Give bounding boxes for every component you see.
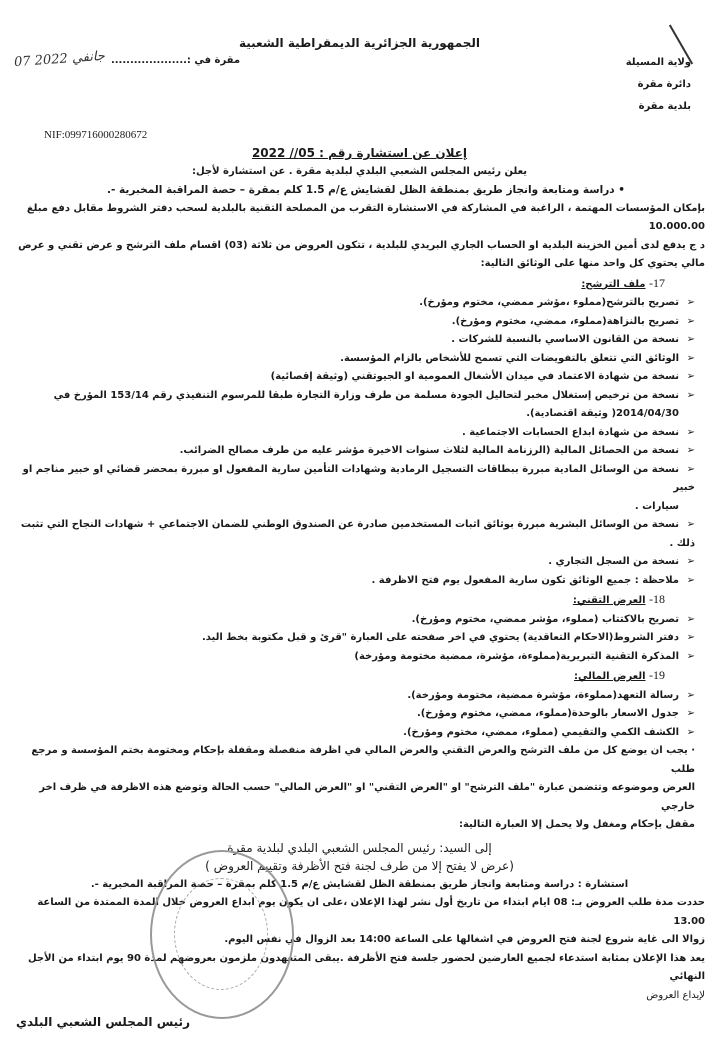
section-17-list bbox=[14, 294, 705, 590]
arrow-bullet-icon: ➢ bbox=[686, 556, 695, 567]
nif-number: NIF:099716000280672 bbox=[44, 129, 148, 141]
project-bullet: • دراسة ومتابعة وانجاز طريق بمنطقة الظل لقشايش ع/م 1.5 كلم بمقرة – حصة المراقبة المخبرية -. bbox=[107, 184, 625, 196]
section-19-list bbox=[14, 687, 705, 743]
section-18-heading: 18- العرض التقني: bbox=[572, 592, 665, 606]
list-item: ➢نسخة من الوسائل البشرية مبررة بوثائق اثبات المستخدمين صادرة عن الصندوق الوطني للضمان الاجتماعي + شهادات النجاح التي تثبت ذلك . bbox=[14, 516, 705, 553]
arrow-bullet-icon: ➢ bbox=[686, 371, 695, 382]
list-item: ➢رسالة التعهد(مملوءة، مؤشرة ممضية، مختومة ومؤرخة). bbox=[14, 687, 705, 706]
arrow-bullet-icon: ➢ bbox=[686, 389, 695, 401]
section-19-heading: 19- العرض المالي: bbox=[574, 668, 665, 682]
signature-title: رئيس المجلس الشعبي البلدي bbox=[16, 1015, 190, 1029]
arrow-bullet-icon: ➢ bbox=[686, 519, 695, 530]
issuer-block bbox=[626, 52, 691, 118]
envelope-address: إلى السيد: رئيس المجلس الشعبي البلدي لبلدية مقرة bbox=[227, 840, 492, 855]
handwritten-date: 07 جانفي 2022 bbox=[13, 48, 106, 71]
envelope-paragraph-line: · يجب ان يوضع كل من ملف الترشح والعرض التقني والعرض المالي في اظرفة منفصلة ومقفلة بإحكام ومختومة بختم المؤسسة و مرجع طلب bbox=[31, 745, 695, 775]
list-item: ➢تصريح بالاكتتاب (مملوء، مؤشر ممضي، مختوم ومؤرخ). bbox=[14, 611, 705, 630]
wilaya: ولاية المسيلة bbox=[625, 57, 691, 68]
consultation-line: استشارة : دراسة ومتابعة وانجاز طريق بمنطقة الظل لقشايش ع/م 1.5 كلم بمقرة – حصة المراقبة المخبرية -. bbox=[90, 878, 629, 890]
closing-line: يعد هذا الإعلان بمثابة استدعاء لجميع العارضين لحضور جلسة فتح الأظرفة .يبقى المتعهدون ملزمون بعروضهم لمدة 90 يوم ابتداء من الأجل النهائي bbox=[27, 952, 705, 982]
arrow-bullet-icon: ➢ bbox=[686, 426, 695, 438]
closing-line: حددت مدة طلب العروض بـ: 08 ايام ابتداء من تاريخ أول نشر لهذا الإعلان ،على ان يكون يوم ابداع العروض خلال المدة الممتدة من الساعة 13.00 bbox=[37, 897, 705, 927]
envelope-note: (عرض لا يفتح إلا من طرف لجنة فتح الأظرفة وتقييم العروض ) bbox=[205, 859, 514, 873]
list-item: ➢الكشف الكمي والتقيمي (مملوء، ممضي، مختوم ومؤرخ). bbox=[14, 724, 705, 743]
arrow-bullet-icon: ➢ bbox=[686, 297, 695, 308]
baladiya: بلدية مقرة bbox=[638, 101, 691, 112]
list-item: ➢نسخة من شهادة الاعتماد في ميدان الأشغال العمومية او الجيوتقني (وثيقة إقصائية) bbox=[14, 368, 705, 387]
section-17-heading: 17- ملف الترشح: bbox=[581, 275, 665, 290]
list-item: ➢ملاحظة : جميع الوثائق تكون سارية المفعول يوم فتح الاظرفة . bbox=[14, 572, 705, 591]
arrow-bullet-icon: ➢ bbox=[686, 650, 695, 662]
place-date-label: مقرة في :.................... bbox=[110, 55, 241, 66]
arrow-bullet-icon: ➢ bbox=[686, 334, 695, 345]
place-date bbox=[13, 48, 241, 71]
arrow-bullet-icon: ➢ bbox=[686, 708, 695, 719]
arrow-bullet-icon: ➢ bbox=[686, 726, 695, 738]
list-item: ➢نسخة من القانون الاساسي بالنسبة للشركات . bbox=[14, 331, 705, 350]
closing-line: لإيداع العروض bbox=[646, 989, 705, 1001]
list-item: ➢نسخة من الوسائل المادية مبررة ببطاقات التسجيل الرمادية وشهادات التأمين سارية المفعول او مبررة بمحضر قضائي او خبير مناجم او خبير bbox=[14, 461, 705, 498]
arrow-bullet-icon: ➢ bbox=[686, 632, 695, 643]
announcement-intro: يعلن رئيس المجلس الشعبي البلدي لبلدية مقرة . عن استشارة لأجل: bbox=[192, 165, 527, 177]
arrow-bullet-icon: ➢ bbox=[686, 613, 695, 625]
daira: دائرة مقرة bbox=[637, 79, 691, 90]
paragraph-line: بإمكان المؤسسات المهتمة ، الراغبة في المشاركة في الاستشارة التقرب من المصلحة التقنية بالبلدية لسحب دفتر الشروط مقابل دفع مبلغ 10.000.00 bbox=[26, 202, 705, 232]
list-item: ➢دفتر الشروط(الاحكام التعاقدية) يحتوي في اخر صفحته على العبارة "قرئ و قبل مكتوبة بخط اليد. bbox=[14, 629, 705, 648]
arrow-bullet-icon: ➢ bbox=[686, 463, 695, 475]
arrow-bullet-icon: ➢ bbox=[686, 689, 695, 701]
document-header bbox=[14, 34, 705, 126]
list-item: ➢نسخة من ترخيص إستغلال مخبر لتحاليل الجودة مسلمة من طرف وزارة التجارة طبقا للمرسوم التنفيذي رقم 153/14 المؤرخ في bbox=[14, 387, 705, 406]
section-18-list bbox=[14, 611, 705, 667]
arrow-bullet-icon: ➢ bbox=[686, 315, 695, 327]
list-item: ➢نسخة من الحصائل المالية (الرزنامة المالية لثلاث سنوات الاخيرة مؤشر عليه من طرف مصالح الضرائب. bbox=[14, 442, 705, 461]
envelope-paragraph-line: مقفل بإحكام ومغفل ولا يحمل إلا العبارة التالية: bbox=[458, 819, 695, 830]
republic-heading: الجمهورية الجزائرية الديمقراطية الشعبية bbox=[238, 36, 481, 50]
arrow-bullet-icon: ➢ bbox=[686, 445, 695, 456]
paragraph-line: مالي يحتوي كل واحد منها على الوثائق التالية: bbox=[480, 258, 705, 269]
envelope-paragraph-line: العرض وموضوعه وتتضمن عبارة "ملف الترشح" او "العرض التقني" او "العرض المالي" حسب الحالة وتوضع هذه الاظرفة في ظرف اخر خارجي bbox=[39, 782, 695, 812]
project-text: دراسة ومتابعة وانجاز طريق بمنطقة الظل لقشايش ع/م 1.5 كلم بمقرة – حصة المراقبة المخبرية -. bbox=[107, 184, 615, 196]
list-item: ➢المذكرة التقنية التبريرية(مملوءة، مؤشرة، ممضية مختومة ومؤرخة) bbox=[14, 648, 705, 667]
list-item-continuation: سيارات . bbox=[634, 500, 679, 512]
list-item: ➢تصريح بالنزاهة(مملوء، ممضي، مختوم ومؤرخ). bbox=[14, 313, 705, 332]
announcement-title: إعلان عن استشارة رقم : 05// 2022 bbox=[251, 146, 468, 160]
paragraph-line: د ج يدفع لدى أمين الخزينة البلدية او الحساب الجاري البريدي للبلدية ، تتكون العروض من ثلاثة (03) اقسام ملف الترشح و عرض تقني و عرض bbox=[18, 239, 705, 251]
closing-line: زوالا الى غاية شروع لجنة فتح العروض في اشغالها على الساعة 14:00 بعد الزوال في نفس اليوم. bbox=[224, 934, 705, 945]
list-item-continuation: 2014/04/30( وثيقة اقتصادية). bbox=[526, 408, 679, 419]
list-item: ➢تصريح بالترشح(مملوء ،مؤشر ممضي، مختوم ومؤرخ). bbox=[14, 294, 705, 313]
list-item: ➢جدول الاسعار بالوحدة(مملوء، ممضي، مختوم ومؤرخ). bbox=[14, 705, 705, 724]
list-item: ➢الوثائق التي تتعلق بالتفويضات التي تسمح للأشخاص بالزام المؤسسة. bbox=[14, 350, 705, 369]
list-item: ➢نسخة من السجل التجاري . bbox=[14, 553, 705, 572]
arrow-bullet-icon: ➢ bbox=[686, 574, 695, 586]
list-item: ➢نسخة من شهادة ابداع الحسابات الاجتماعية . bbox=[14, 424, 705, 443]
arrow-bullet-icon: ➢ bbox=[686, 352, 695, 364]
